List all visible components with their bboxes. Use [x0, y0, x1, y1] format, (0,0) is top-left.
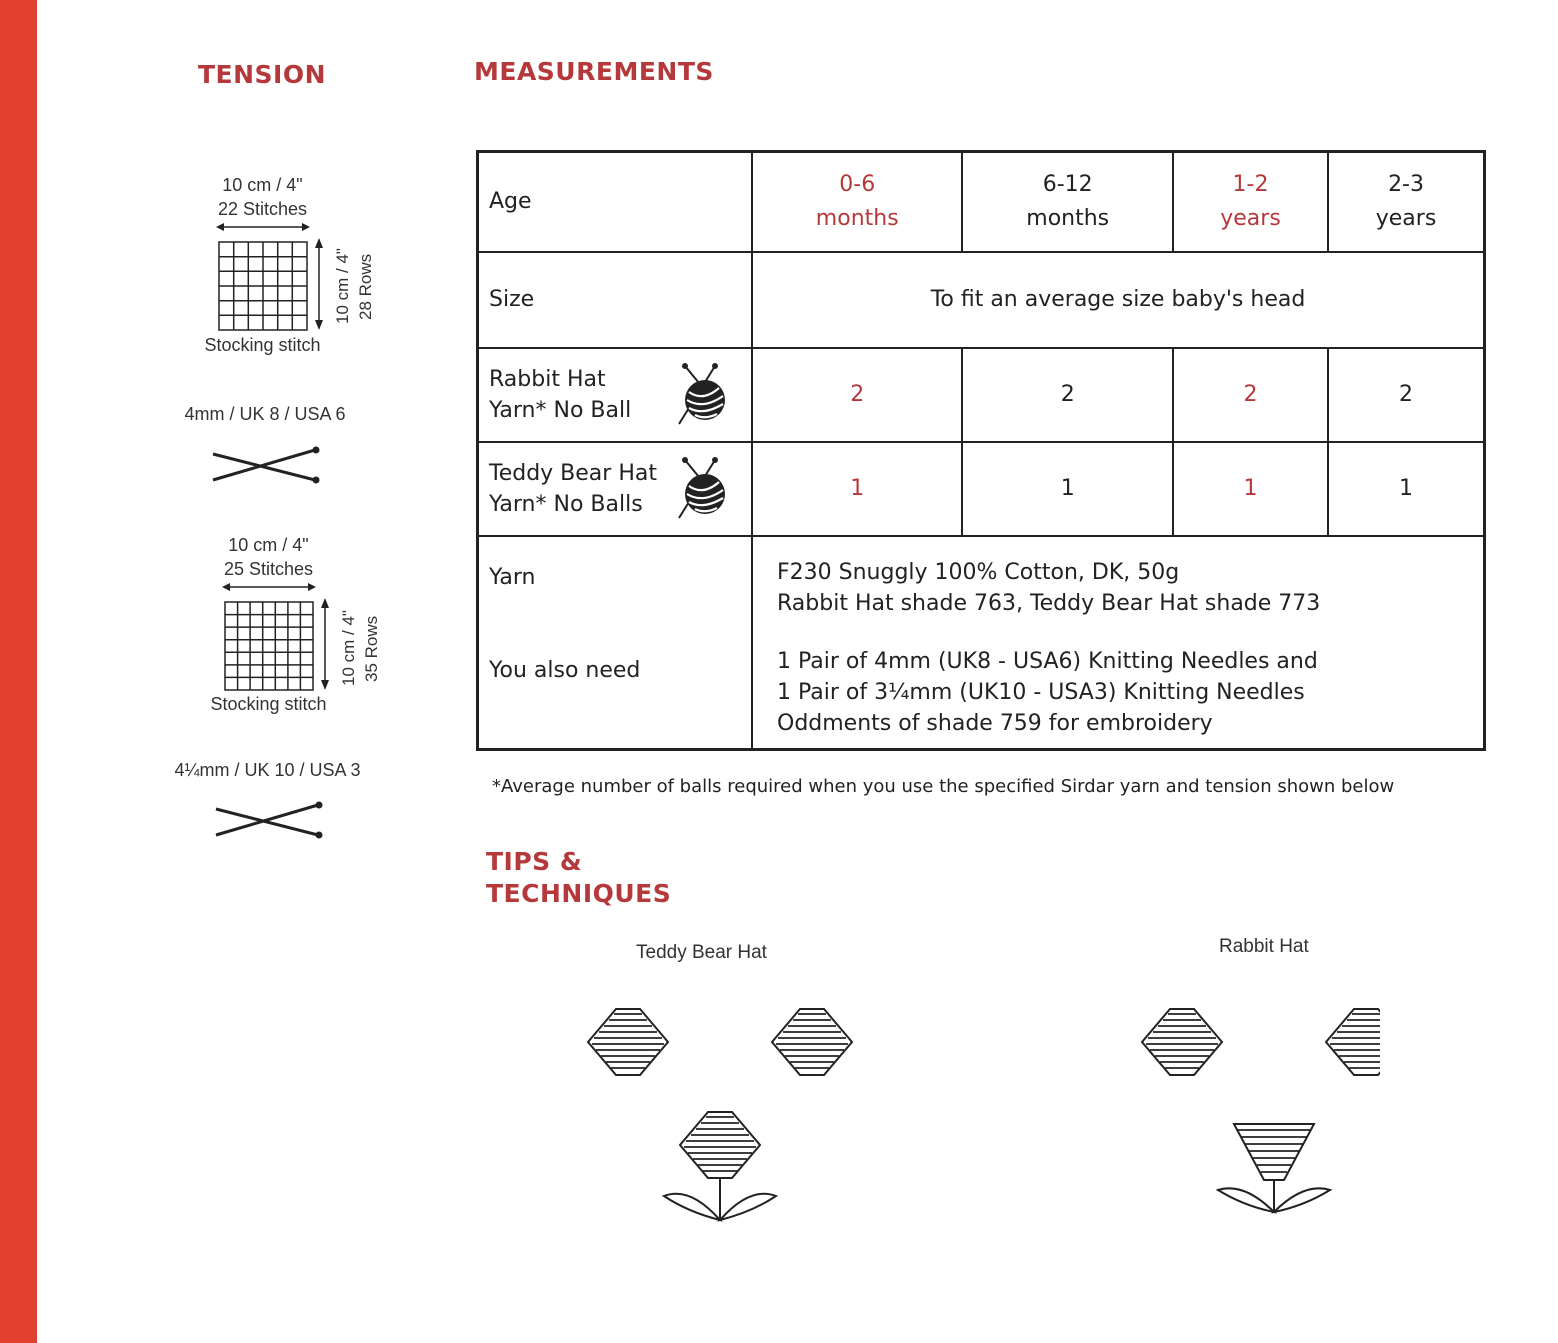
rabbit-hat-caption: Rabbit Hat — [1219, 936, 1309, 957]
tips-heading-line2: TECHNIQUES — [486, 879, 672, 908]
red-side-band — [0, 0, 37, 1343]
rabbit-stitch-diagram — [1142, 1009, 1380, 1212]
teddy-bear-stitch-diagram — [588, 1009, 852, 1220]
rabbit-balls-value: 2 — [1173, 348, 1328, 442]
footnote: *Average number of balls required when you use the specified Sirdar yarn and tension shown below — [492, 776, 1395, 797]
swatch2-height-arrow-icon — [318, 598, 332, 690]
also-need-line: Oddments of shade 759 for embroidery — [777, 710, 1213, 736]
rabbit-balls-value: 2 — [962, 348, 1172, 442]
swatch2-height-label: 10 cm / 4" — [339, 610, 358, 686]
also-need-label: You also need — [489, 657, 641, 683]
tension-heading: TENSION — [198, 60, 327, 89]
age-unit: years — [1220, 205, 1281, 231]
swatch1-stitch-name: Stocking stitch — [204, 335, 321, 355]
size-value: To fit an average size baby's head — [752, 252, 1485, 348]
age-unit: months — [815, 205, 899, 231]
also-need-line: 1 Pair of 4mm (UK8 - USA6) Knitting Needles and — [777, 648, 1318, 674]
yarn-ball-icon — [673, 456, 731, 522]
age-range: 1-2 — [1232, 171, 1269, 197]
measurements-table — [476, 150, 1486, 751]
swatch1-rows: 28 Rows — [356, 253, 375, 320]
swatch2-stitch-name: Stocking stitch — [210, 694, 327, 714]
yarn-label: Yarn — [489, 564, 536, 590]
yarn-labels-cell — [478, 536, 753, 750]
teddy-balls-value: 1 — [1173, 442, 1328, 536]
rabbit-hat-label: Rabbit Hat — [489, 366, 606, 392]
measurements-heading: MEASUREMENTS — [474, 57, 714, 86]
teddy-hat-label: Teddy Bear Hat — [489, 460, 657, 486]
needle2-size: 4¼mm / UK 10 / USA 3 — [174, 760, 361, 780]
needles-icon — [208, 797, 328, 841]
rabbit-balls-value: 2 — [752, 348, 962, 442]
swatch2-grid-icon — [220, 582, 320, 694]
teddy-balls-value: 1 — [752, 442, 962, 536]
swatch2-stitches: 25 Stitches — [223, 559, 314, 579]
age-unit: months — [1026, 205, 1110, 231]
size-row — [478, 252, 1485, 348]
rabbit-label-cell — [478, 348, 753, 442]
age-label: Age — [478, 152, 753, 252]
teddy-hat-caption: Teddy Bear Hat — [636, 942, 767, 963]
age-cell — [1328, 152, 1484, 252]
age-unit: years — [1375, 205, 1437, 231]
age-cell — [752, 152, 962, 252]
swatch2-rows: 35 Rows — [362, 615, 381, 682]
swatch1-height-arrow-icon — [312, 238, 326, 330]
yarn-line: Rabbit Hat shade 763, Teddy Bear Hat shade 773 — [777, 590, 1321, 616]
also-need-line: 1 Pair of 3¼mm (UK10 - USA3) Knitting Needles — [777, 679, 1305, 705]
swatch1-height-label: 10 cm / 4" — [333, 248, 352, 324]
yarn-details-cell — [752, 536, 1485, 750]
size-label: Size — [478, 252, 753, 348]
teddy-yarn-label: Yarn* No Balls — [489, 491, 643, 517]
teddy-balls-value: 1 — [962, 442, 1172, 536]
teddy-row — [478, 442, 1485, 536]
swatch1-grid-icon — [214, 222, 314, 334]
swatch2-width-label: 10 cm / 4" — [228, 535, 309, 555]
age-cell — [1173, 152, 1328, 252]
needle1-size: 4mm / UK 8 / USA 6 — [184, 404, 346, 424]
rabbit-balls-value: 2 — [1328, 348, 1484, 442]
age-range: 6-12 — [1042, 171, 1093, 197]
yarn-line: F230 Snuggly 100% Cotton, DK, 50g — [777, 559, 1180, 585]
yarn-ball-icon — [673, 362, 731, 428]
needles-icon — [205, 442, 325, 486]
age-range: 0-6 — [839, 171, 876, 197]
teddy-balls-value: 1 — [1328, 442, 1484, 536]
swatch1-stitches: 22 Stitches — [217, 199, 308, 219]
age-cell — [962, 152, 1172, 252]
teddy-label-cell — [478, 442, 753, 536]
age-row — [478, 152, 1485, 252]
age-range: 2-3 — [1388, 171, 1424, 197]
embroidery-diagrams — [560, 990, 1380, 1230]
swatch1-width-label: 10 cm / 4" — [222, 175, 303, 195]
rabbit-yarn-label: Yarn* No Ball — [489, 397, 632, 423]
rabbit-row — [478, 348, 1485, 442]
tips-heading-line1: TIPS & — [486, 847, 583, 876]
yarn-row — [478, 536, 1485, 750]
